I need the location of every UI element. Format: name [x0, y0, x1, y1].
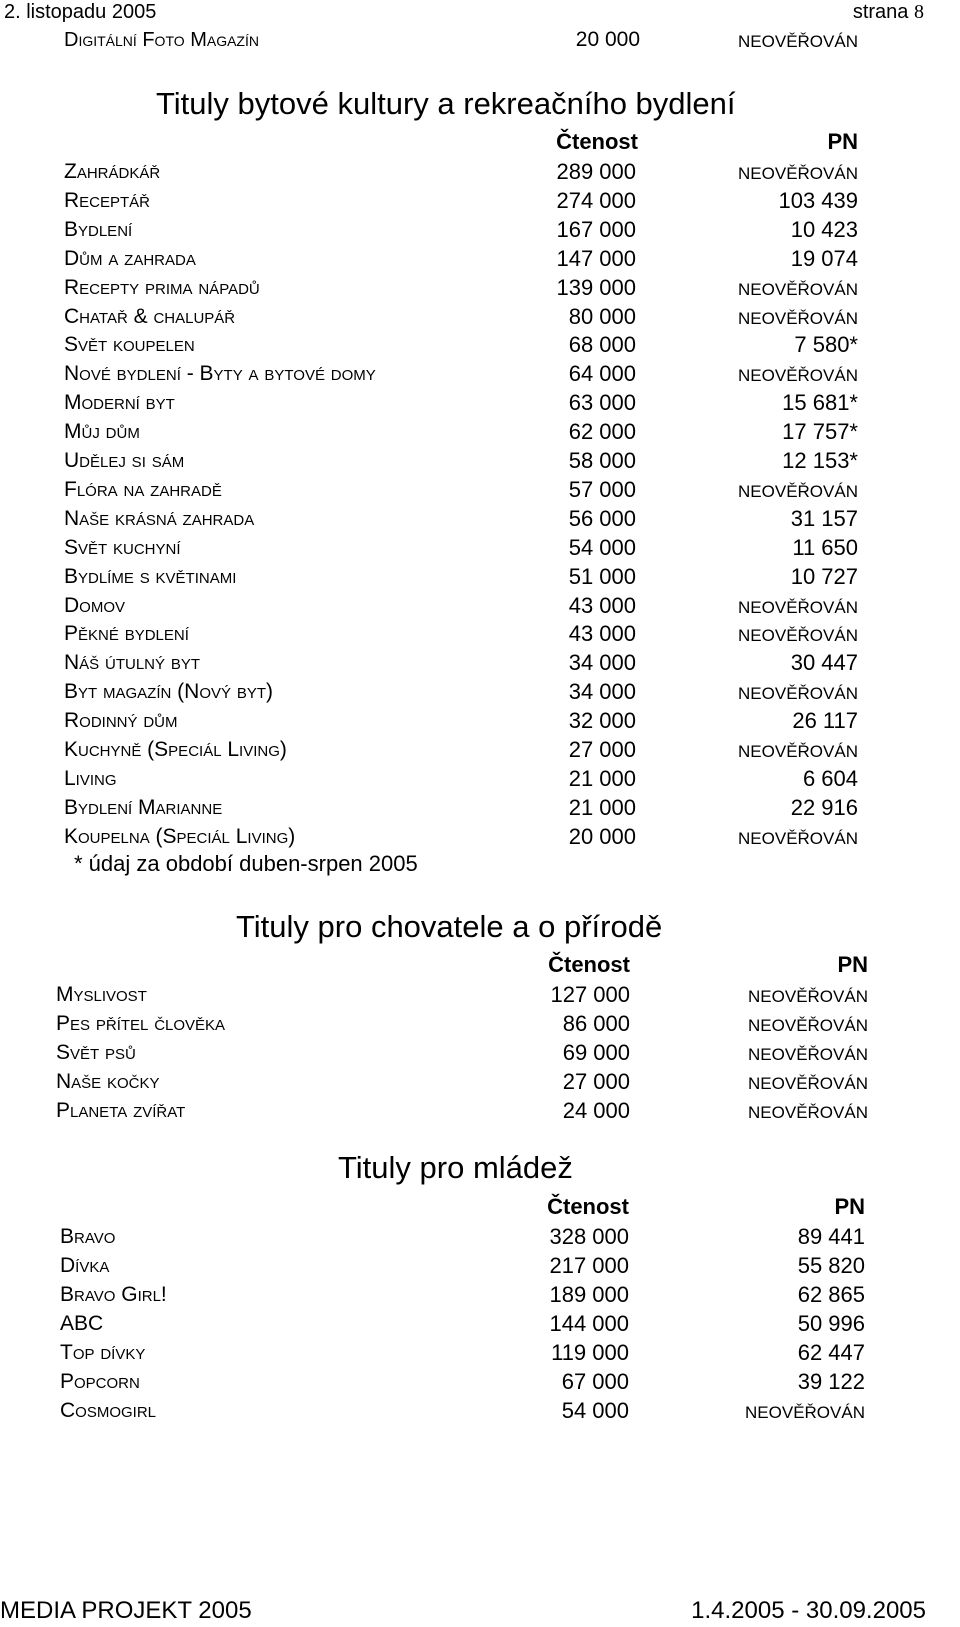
table-row [0, 1338, 960, 1367]
title-name: Moderní byt [64, 391, 175, 415]
readership-value: 62 000 [568, 419, 636, 445]
title-name: Popcorn [60, 1370, 140, 1393]
title-name: Domov [64, 593, 126, 617]
table-row [0, 1280, 960, 1309]
readership-value: 64 000 [568, 361, 636, 387]
table-row [0, 735, 960, 764]
title-name: Naše kočky [56, 1070, 160, 1093]
pn-value: NEOVĚŘOVÁN [738, 366, 858, 386]
title-name: Pěkné bydlení [64, 622, 189, 646]
pn-value: NEOVĚŘOVÁN [748, 1074, 868, 1093]
table-row [0, 244, 960, 273]
readership-value: 67 000 [561, 1369, 629, 1394]
table-row [0, 1009, 960, 1038]
table-row [0, 706, 960, 735]
pn-value: NEOVĚŘOVÁN [748, 1045, 868, 1064]
col-header-readers: Čtenost [556, 129, 638, 154]
table-row [0, 619, 960, 648]
readership-value: 144 000 [549, 1311, 629, 1336]
readership-value: 63 000 [568, 390, 636, 416]
top-entry-readers: 20 000 [575, 28, 640, 51]
pn-value: 17 757* [782, 419, 858, 445]
readership-value: 34 000 [568, 650, 636, 676]
table-row [0, 1067, 960, 1096]
readership-value: 147 000 [556, 245, 636, 271]
title-name: Planeta zvířat [56, 1099, 186, 1122]
readership-value: 127 000 [550, 982, 630, 1007]
readership-value: 24 000 [562, 1098, 630, 1123]
table-row [0, 1251, 960, 1280]
title-name: Top dívky [60, 1341, 146, 1364]
pn-value: 62 865 [797, 1282, 865, 1307]
pn-value: NEOVĚŘOVÁN [748, 1103, 868, 1122]
readership-value: 274 000 [556, 187, 636, 213]
readership-value: 20 000 [568, 823, 636, 849]
readership-value: 328 000 [549, 1224, 629, 1249]
readership-value: 119 000 [551, 1340, 629, 1365]
table-row [0, 186, 960, 215]
table-row [0, 302, 960, 331]
pn-value: 89 441 [797, 1224, 865, 1249]
title-name: ABC [60, 1312, 104, 1335]
title-name: Flóra na zahradě [64, 477, 222, 501]
pn-value: NEOVĚŘOVÁN [738, 597, 858, 617]
pn-value: NEOVĚŘOVÁN [748, 1016, 868, 1035]
title-name: Living [64, 766, 117, 790]
readership-value: 289 000 [556, 159, 636, 184]
table-row [0, 1396, 960, 1425]
readership-value: 217 000 [549, 1253, 629, 1278]
title-name: Bravo [60, 1225, 116, 1248]
table-row [0, 822, 960, 851]
table-row [0, 1096, 960, 1125]
readership-value: 27 000 [568, 737, 636, 762]
title-name: Zahrádkář [64, 160, 161, 183]
title-name: Svět psů [56, 1041, 136, 1064]
title-name: Kuchyně (Speciál Living) [64, 738, 287, 761]
title-name: Rodinný dům [64, 709, 178, 733]
pn-value: 19 074 [790, 245, 858, 271]
pn-value: 22 916 [790, 794, 858, 820]
readership-value: 34 000 [568, 679, 636, 705]
table-row [0, 157, 960, 186]
top-entry-pn: NEOVĚŘOVÁN [738, 32, 858, 51]
section-title: Tituly pro mládež [338, 1150, 573, 1185]
readership-value: 54 000 [561, 1398, 629, 1423]
col-header-pn: PN [827, 129, 858, 154]
table-row [0, 273, 960, 302]
table-row [0, 648, 960, 677]
pn-value: 7 580* [794, 332, 858, 358]
pn-value: 10 423 [790, 216, 858, 242]
page-indicator [853, 0, 924, 24]
title-name: Byt magazín (Nový byt) [64, 680, 274, 704]
title-name: Naše krásná zahrada [64, 506, 255, 530]
footer-right: 1.4.2005 - 30.09.2005 [691, 1597, 926, 1624]
col-header-pn: PN [837, 952, 868, 977]
table-row [0, 1222, 960, 1251]
table-row [0, 980, 960, 1009]
pn-value: 11 650 [792, 534, 858, 560]
title-name: Svět koupelen [64, 333, 195, 357]
title-name: Bydlení [64, 217, 133, 241]
title-name: Dívka [60, 1254, 110, 1277]
title-name: Koupelna (Speciál Living) [64, 824, 296, 848]
col-header-pn: PN [834, 1194, 865, 1219]
pn-value: 15 681* [782, 390, 858, 416]
pn-value: 39 122 [797, 1369, 865, 1394]
readership-value: 58 000 [568, 448, 636, 473]
title-name: Udělej si sám [64, 449, 185, 472]
footnote: * údaj za období duben-srpen 2005 [74, 851, 418, 876]
pn-value: NEOVĚŘOVÁN [738, 626, 858, 646]
table-row [0, 1038, 960, 1067]
readership-value: 54 000 [568, 534, 636, 560]
readership-value: 139 000 [556, 274, 636, 300]
pn-value: 30 447 [790, 650, 858, 676]
readership-value: 21 000 [568, 794, 636, 820]
pn-value: NEOVĚŘOVÁN [738, 742, 858, 761]
readership-value: 189 000 [549, 1282, 629, 1307]
col-header-readers: Čtenost [548, 952, 630, 977]
pn-value: 50 996 [797, 1311, 865, 1336]
title-name: Dům a zahrada [64, 246, 196, 270]
title-name: Bydlení Marianne [64, 795, 223, 819]
table-row [0, 1309, 960, 1338]
pn-value: 103 439 [778, 187, 858, 213]
page-label: strana [852, 1, 909, 23]
footer-left: MEDIA PROJEKT 2005 [0, 1597, 252, 1624]
title-name: Chatař & chalupář [64, 304, 236, 328]
pn-value: 26 117 [792, 708, 858, 734]
readership-value: 21 000 [568, 765, 636, 791]
readership-value: 69 000 [562, 1040, 630, 1065]
page-number: 8 [914, 1, 924, 23]
readership-value: 27 000 [562, 1069, 630, 1094]
title-name: Pes přítel člověka [56, 1012, 226, 1035]
table-row [0, 533, 960, 562]
title-name: Bravo Girl! [60, 1283, 167, 1306]
table-row [0, 475, 960, 504]
table-row [0, 215, 960, 244]
pn-value: NEOVĚŘOVÁN [738, 279, 858, 299]
table-row [0, 764, 960, 793]
readership-value: 51 000 [568, 563, 636, 589]
title-name: Nové bydlení - Byty a bytové domy [64, 362, 376, 386]
pn-value: 12 153* [782, 448, 858, 473]
readership-value: 86 000 [562, 1011, 630, 1036]
readership-value: 56 000 [568, 505, 636, 531]
pn-value: NEOVĚŘOVÁN [738, 481, 858, 501]
pn-value: NEOVĚŘOVÁN [738, 684, 858, 704]
title-name: Bydlíme s květinami [64, 564, 237, 588]
title-name: Recepty prima nápadů [64, 275, 260, 299]
pn-value: NEOVĚŘOVÁN [738, 828, 858, 848]
title-name: Náš útulný byt [64, 651, 201, 675]
table-row [0, 1367, 960, 1396]
pn-value: 6 604 [802, 765, 858, 791]
table-row [0, 359, 960, 388]
pn-value: NEOVĚŘOVÁN [748, 987, 868, 1006]
readership-value: 43 000 [568, 592, 636, 618]
table-row [0, 677, 960, 706]
title-name: Cosmogirl [60, 1399, 157, 1422]
pn-value: 10 727 [790, 563, 858, 589]
top-entry-name: Digitální Foto Magazín [64, 29, 259, 51]
readership-value: 80 000 [568, 303, 636, 329]
pn-value: 55 820 [797, 1253, 865, 1278]
readership-value: 167 000 [556, 216, 636, 242]
readership-value: 68 000 [568, 332, 636, 358]
pn-value: 31 157 [790, 505, 858, 531]
title-name: Myslivost [56, 983, 147, 1006]
title-name: Můj dům [64, 420, 140, 444]
section-title: Tituly bytové kultury a rekreačního bydlení [156, 86, 736, 121]
pn-value: NEOVĚŘOVÁN [738, 164, 858, 183]
table-row [0, 417, 960, 446]
title-name: Svět kuchyní [64, 535, 181, 559]
readership-value: 32 000 [568, 708, 636, 734]
table-row [0, 388, 960, 417]
table-row [0, 562, 960, 591]
title-name: Receptář [64, 188, 151, 212]
table-row [0, 330, 960, 359]
col-header-readers: Čtenost [547, 1194, 629, 1219]
readership-value: 57 000 [568, 476, 636, 502]
header-date: 2. listopadu 2005 [4, 1, 157, 23]
pn-value: NEOVĚŘOVÁN [745, 1403, 865, 1422]
readership-value: 43 000 [568, 621, 636, 647]
table-row [0, 793, 960, 822]
table-row [0, 504, 960, 533]
pn-value: NEOVĚŘOVÁN [738, 308, 858, 328]
pn-value: 62 447 [797, 1340, 865, 1365]
table-row [0, 446, 960, 475]
table-row [0, 591, 960, 620]
section-title: Tituly pro chovatele a o přírodě [236, 909, 663, 944]
